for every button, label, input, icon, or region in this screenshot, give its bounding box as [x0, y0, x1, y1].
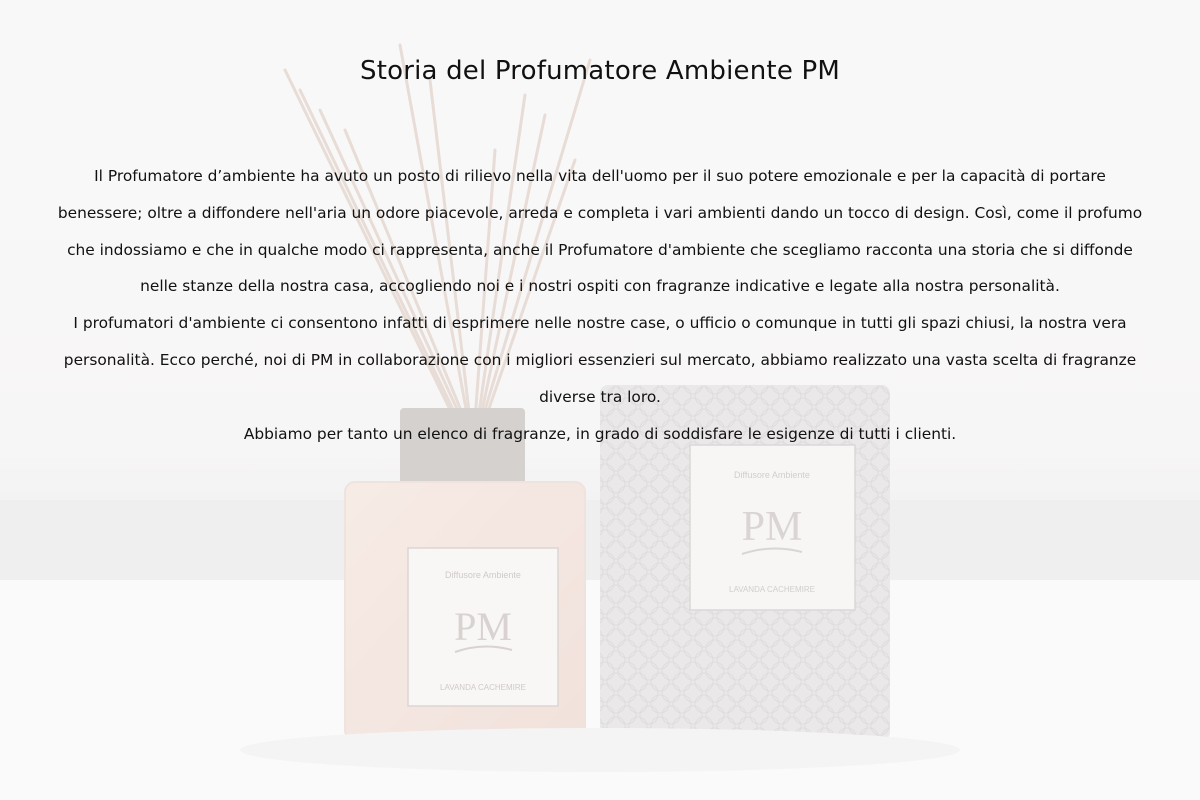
bottle-label-top: Diffusore Ambiente: [445, 570, 521, 580]
box-label-logo: PM: [741, 504, 803, 550]
page-title: Storia del Profumatore Ambiente PM: [359, 56, 840, 86]
paragraph-personality: I profumatori d'ambiente ci consentono infatti di esprimere nelle nostre case, o ufficio o comunque in tutti gli spazi chiusi, la nostra vera personalità. Ecco perché, noi di PM in collaborazione con i migliori essenzieri sul mercato, abbiamo realizzato una vasta scelta di fragranze diverse tra loro.: [63, 314, 1137, 406]
paragraph-fragrances: Abbiamo per tanto un elenco di fragranze, in grado di soddisfare le esigenze di tutti i clienti.: [243, 424, 957, 443]
box-label-top: Diffusore Ambiente: [734, 470, 810, 480]
paragraph-intro: Il Profumatore d’ambiente ha avuto un posto di rilievo nella vita dell'uomo per il suo potere emozionale e per la capacità di portare benessere; oltre a diffondere nell'aria un odore piacevole, arreda e completa i vari ambienti dando un tocco di design. Così, come il profumo che indossiamo e che in qualche modo ci rappresenta, anche il Profumatore d'ambiente che scegliamo racconta una storia che si diffonde nelle stanze della nostra casa, accogliendo noi e i nostri ospiti con fragranze indicative e legate alla nostra personalità.: [57, 167, 1143, 296]
bottle-label-bottom: LAVANDA CACHEMIRE: [440, 683, 526, 692]
bottle-label-logo: PM: [454, 604, 512, 649]
story-text: [50, 158, 1150, 452]
box-label-bottom: LAVANDA CACHEMIRE: [729, 585, 815, 594]
